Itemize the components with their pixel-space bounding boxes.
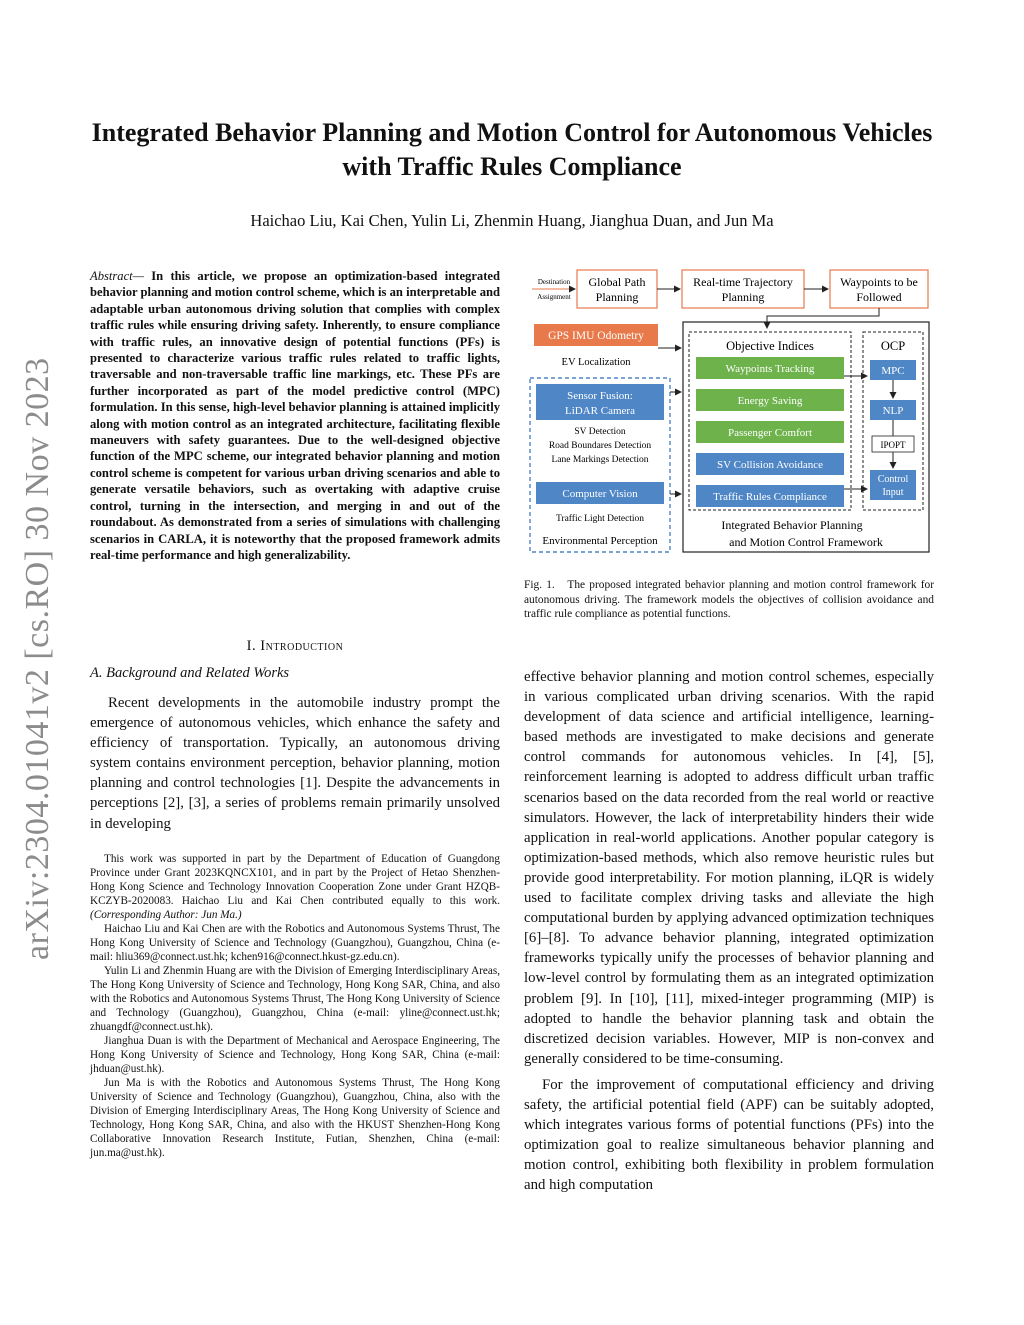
sensor-fusion-label: LiDAR Camera <box>565 405 635 417</box>
arxiv-identifier: arXiv:2304.01041v2 [cs.RO] 30 Nov 2023 <box>19 357 56 960</box>
sensor-fusion-label: Sensor Fusion: <box>567 390 633 402</box>
caption-text: The proposed integrated behavior planning and motion control framework for autonomous driving. The framework models the objectives of collision avoidance and traffic rule compliance as potential functions. <box>524 579 935 621</box>
footnote-affiliation: Jianghua Duan is with the Department of Mechanical and Aerospace Engineering, The Hong Kong University of Science and Technology, Hong Kong SAR, China (e-mail: jhduan@ust.hk). <box>90 1035 500 1075</box>
objective-indices-label: Objective Indices <box>726 339 814 353</box>
author-list: Haichao Liu, Kai Chen, Yulin Li, Zhenmin Huang, Jianghua Duan, and Jun Ma <box>250 211 774 230</box>
destination-label: Destination <box>537 278 571 286</box>
left-column-body <box>90 693 500 834</box>
waypoints-label: Waypoints to be <box>840 275 918 289</box>
objective-item: Energy Saving <box>737 395 803 407</box>
subsection-heading: A. Background and Related Works <box>90 665 290 681</box>
body-paragraph: For the improvement of computational efficiency and driving safety, the artificial potential field (APF) can be suitably adopted, which integrates various forms of potential functions (PFs) into the optimization goal to realize simultaneous behavior planning and motion control, exhibiting both flexibility in problem formulation and high computation <box>524 1076 934 1194</box>
trajectory-label: Planning <box>721 290 765 304</box>
footnote-affiliation: Haichao Liu and Kai Chen are with the Robotics and Autonomous Systems Thrust, The Hong Kong University of Science and Technology (Guangzhou), Guangzhou, China (e-mail: hliu369@connect.ust.hk; kchen916@connect.hkust-gz.edu.cn). <box>90 923 500 963</box>
framework-diagram <box>524 262 934 562</box>
traffic-light-label: Traffic Light Detection <box>555 514 645 524</box>
body-paragraph: effective behavior planning and motion control schemes, especially in various complicated urban driving scenarios. With the rapid development of data science and artificial intelligence, learning-based methods are investigated to make decisions and generate control commands for autonomous vehicles. In [4], [5], reinforcement learning is adopted to address difficult urban traffic scenarios based on the data recorded from the real world or reactive simulators. However, the lack of interpretability hinders their wide application in real-world applications. Another popular category is optimization-based methods, which also remove heuristic rules but provide good interpretability. For motion planning, iLQR is widely used to facilitate complex driving tasks and alleviate the high computational burden by applying advanced optimization techniques [6]–[8]. To advance behavior planning, integrated optimization frameworks typically unify the processes of behavior planning and low-level control by formulating them as an integrated optimization problem [9]. In [10], [11], mixed-integer programming (MIP) is adopted to handle the behavior planning task and obtain the discretized decision variables. However, MIP is non-convex and generally considered to be time-consuming. <box>524 669 934 1067</box>
arrow <box>767 308 879 328</box>
right-column-body <box>524 667 934 1195</box>
mpc-label: MPC <box>881 365 905 377</box>
caption-label: Fig. 1. <box>524 579 555 591</box>
waypoints-label: Followed <box>856 290 902 304</box>
global-path-label: Planning <box>595 290 639 304</box>
ocp-label: OCP <box>880 339 906 353</box>
road-boundaries-label: Road Boundares Detection <box>548 441 652 451</box>
paper-title: Integrated Behavior Planning and Motion Control for Autonomous Vehicles with Traffic Rules Compliance <box>91 118 933 181</box>
assignment-label: Assignment <box>537 293 571 301</box>
trajectory-label: Real-time Trajectory <box>693 275 793 289</box>
section-number: I. <box>246 638 257 654</box>
objective-item: Waypoints Tracking <box>725 363 815 375</box>
abstract-text: In this article, we propose an optimization-based integrated behavior planning and motion control scheme, which is an interpretable and adaptable urban autonomous driving solution that complies with complex traffic rules while ensuring driving safety. Inherently, to ensure compliance with traffic rules, an innovative design of potential functions (PFs) is presented to characterize various traffic rules related to traffic lights, traversable and non-traversable traffic line markings, etc. These PFs are further incorporated as part of the model predictive control (MPC) formulation. In this sense, high-level behavior planning is attained implicitly along with motion control as an integrated architecture, facilitating flexible maneuvers with safety guarantees. Due to the well-designed objective function of the MPC scheme, our integrated behavior planning and motion control scheme is competent for various urban driving scenarios and able to generate versatile behaviors, such as overtaking with adaptive cruise control, turning in the intersection, and merging in and out of the roundabout. As demonstrated from a series of simulations with challenging scenarios in CARLA, it is noteworthy that the proposed framework admits real-time performance and high generalizability. <box>90 269 501 562</box>
framework-label: Integrated Behavior Planning <box>721 518 863 532</box>
env-perception-label: Environmental Perception <box>542 535 658 547</box>
corresponding-author-note: (Corresponding Author: Jun Ma.) <box>90 909 242 921</box>
global-path-label: Global Path <box>588 275 646 289</box>
body-paragraph: Recent developments in the automobile industry prompt the emergence of autonomous vehicles, which enhance the safety and efficiency of transportation. Typically, an autonomous driving system contains environment perception, behavior planning, motion planning and control technologies [1]. Despite the advancements in perceptions [2], [3], a series of problems remain primarily unsolved in developing <box>90 695 500 832</box>
lane-markings-label: Lane Markings Detection <box>551 455 649 465</box>
sv-detection-label: SV Detection <box>574 427 626 437</box>
framework-label: and Motion Control Framework <box>729 535 883 549</box>
figure-caption <box>524 578 934 622</box>
footnote-affiliation: Jun Ma is with the Robotics and Autonomous Systems Thrust, The Hong Kong University of Science and Technology (Guangzhou), Guangzhou, China, also with the Division of Emerging Interdisciplinary Areas, The Hong Kong University of Science and Technology, Hong Kong SAR, China, and also with the HKUST Shenzhen-Hong Kong Collaborative Innovation Research Institute, Futian, Shenzhen, China (e-mail: jun.ma@ust.hk). <box>90 1077 500 1159</box>
ev-localization-label: EV Localization <box>561 357 631 368</box>
control-input-label: Control <box>877 474 909 485</box>
control-input-label: Input <box>882 487 904 498</box>
footnote-funding: This work was supported in part by the Department of Education of Guangdong Province under Grant 2023KQNCX101, and in part by the Project of Hetao Shenzhen-Hong Kong Science and Technology Innovation Cooperation Zone under Grant HZQB-KCZYB-2020083. Haichao Liu and Kai Chen contributed equally to this work. (Corresponding Author: Jun Ma.) <box>90 853 500 921</box>
footnotes <box>90 852 500 1160</box>
abstract-label: Abstract <box>90 269 133 283</box>
ipopt-label: IPOPT <box>880 440 906 450</box>
objective-item: Traffic Rules Compliance <box>713 491 827 503</box>
section-heading <box>90 638 500 655</box>
nlp-label: NLP <box>882 405 904 417</box>
footnote-affiliation: Yulin Li and Zhenmin Huang are with the Division of Emerging Interdisciplinary Areas, The Hong Kong University of Science and Technology, Hong Kong SAR, China, and also with the Robotics and Autonomous Systems Thrust, The Hong Kong University of Science and Technology (Guangzhou), Guangzhou, China (e-mail: yline@connect.ust.hk; zhuangdf@connect.ust.hk). <box>90 965 500 1033</box>
abstract: Abstract— In this article, we propose an optimization-based integrated behavior planning and motion control scheme, which is an interpretable and adaptable urban autonomous driving solution that complies with complex traffic rules while ensuring driving safety. Inherently, to ensure compliance with traffic rules, an innovative design of potential functions (PFs) is presented to characterize various traffic rules related to traffic lights, traversable and non-traversable traffic line markings, etc. These PFs are further incorporated as part of the model predictive control (MPC) formulation. In this sense, high-level behavior planning is attained implicitly along with motion control as an integrated architecture, facilitating flexible maneuvers with safety guarantees. Due to the well-designed objective function of the MPC scheme, our integrated behavior planning and motion control scheme is competent for various urban driving scenarios and able to generate versatile behaviors, such as overtaking with adaptive cruise control, turning in the intersection, and merging in and out of the roundabout. As demonstrated from a series of simulations with challenging scenarios in CARLA, it is noteworthy that the proposed framework admits real-time performance and high generalizability. <box>90 269 501 562</box>
computer-vision-label: Computer Vision <box>562 488 638 500</box>
objective-item: SV Collision Avoidance <box>717 459 823 471</box>
objective-item: Passenger Comfort <box>727 427 813 439</box>
gps-label: GPS IMU Odometry <box>548 330 644 342</box>
section-title: Introduction <box>260 638 344 654</box>
